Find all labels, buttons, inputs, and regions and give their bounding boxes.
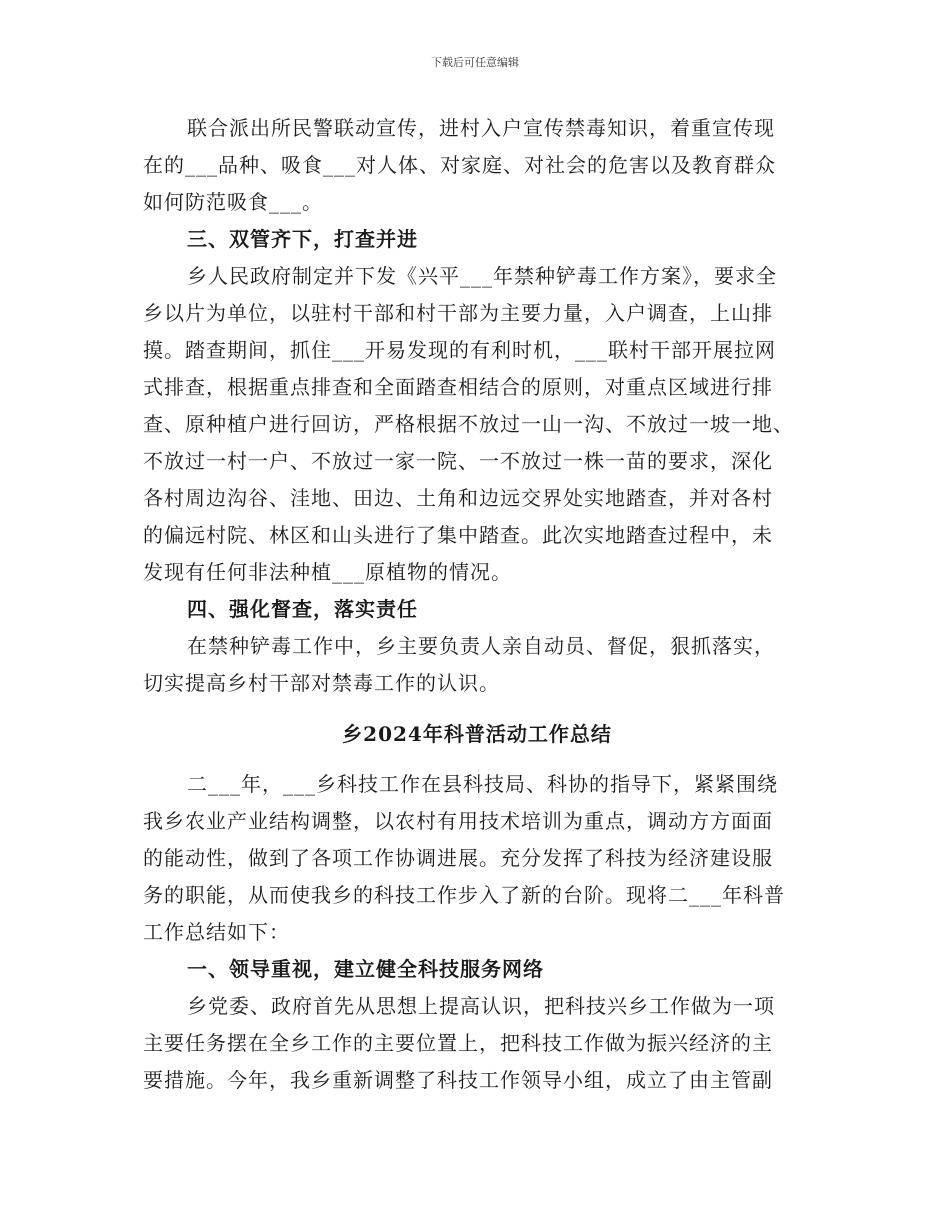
paragraph-line: 查、原种植户进行回访，严格根据不放过一山一沟、不放过一坡一地、 [143,412,794,436]
paragraph-line: 要措施。今年，我乡重新调整了科技工作领导小组，成立了由主管副 [143,1068,773,1092]
paragraph-line: 发现有任何非法种植___原植物的情况。 [143,560,512,584]
paragraph-line: 在的___品种、吸食___对人体、对家庭、对社会的危害以及教育群众 [143,153,776,177]
section-heading: 一、领导重视，建立健全科技服务网络 [187,957,544,981]
paragraph-line: 不放过一村一户、不放过一家一院、一不放过一株一苗的要求，深化 [143,449,773,473]
paragraph-line: 在禁种铲毒工作中，乡主要负责人亲自动员、督促，狠抓落实， [187,634,775,658]
paragraph-line: 切实提高乡村干部对禁毒工作的认识。 [143,671,500,695]
paragraph-line: 各村周边沟谷、洼地、田边、土角和边远交界处实地踏查，并对各村 [143,486,773,510]
section-heading: 三、双管齐下，打查并进 [187,227,418,251]
section-heading: 四、强化督查，落实责任 [187,597,418,621]
paragraph-line: 工作总结如下： [143,920,290,944]
paragraph-line: 乡以片为单位，以驻村干部和村干部为主要力量，入户调查，上山排 [143,301,773,325]
paragraph-line: 式排查，根据重点排查和全面踏查相结合的原则，对重点区域进行排 [143,375,773,399]
paragraph-line: 乡人民政府制定并下发《兴平___年禁种铲毒工作方案》，要求全 [187,264,777,288]
document-title: 乡2024年科普活动工作总结 [342,722,612,746]
paragraph-line: 我乡农业产业结构调整，以农村有用技术培训为重点，调动方方面面 [143,809,773,833]
paragraph-line: 的偏远村院、林区和山头进行了集中踏查。此次实地踏查过程中，未 [143,523,773,547]
header-note: 下载后可任意编辑 [431,56,519,69]
paragraph-line: 二___年，___乡科技工作在县科技局、科协的指导下，紧紧围绕 [187,772,778,796]
paragraph-line: 乡党委、政府首先从思想上提高认识，把科技兴乡工作做为一项 [187,994,775,1018]
paragraph-line: 主要任务摆在全乡工作的主要位置上，把科技工作做为振兴经济的主 [143,1031,773,1055]
paragraph-line: 的能动性，做到了各项工作协调进展。充分发挥了科技为经济建设服 [143,846,773,870]
paragraph-line: 务的职能，从而使我乡的科技工作步入了新的台阶。现将二___年科普 [143,883,785,907]
document-body [143,110,811,1099]
paragraph-line: 摸。踏查期间，抓住___开易发现的有利时机，___联村干部开展拉网 [143,338,776,362]
paragraph-line: 联合派出所民警联动宣传，进村入户宣传禁毒知识，着重宣传现 [187,116,775,140]
paragraph-line: 如何防范吸食___。 [143,190,323,214]
